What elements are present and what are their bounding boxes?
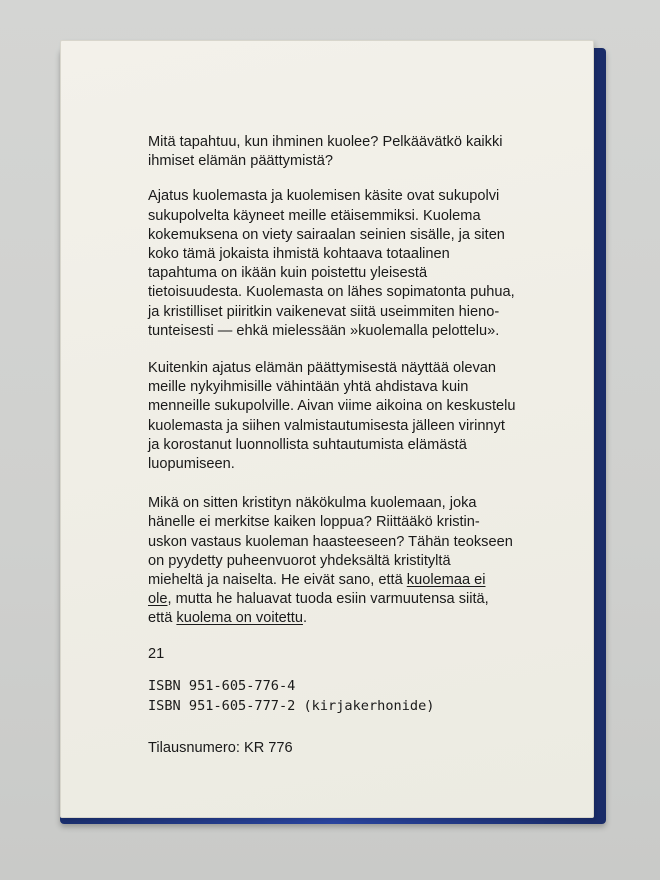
isbn-primary: ISBN 951-605-776-4 <box>148 678 296 694</box>
paragraph-3-line: ja korostanut luonnollista suhtautumista elämästä <box>148 436 467 453</box>
paragraph-4-line: Mikä on sitten kristityn näkökulma kuolemaan, joka <box>148 495 477 512</box>
paragraph-3-line: Kuitenkin ajatus elämän päättymisestä näyttää olevan <box>148 360 497 377</box>
paragraph-4-line: hänelle ei merkitse kaiken loppua? Riittääkö kristin- <box>148 514 480 531</box>
paragraph-4 <box>148 494 568 628</box>
paragraph-4-line: on pyydetty puheenvuorot yhdeksältä kristityltä <box>148 552 451 569</box>
paragraph-2-line: kokemuksena on viety sairaalan seinien sisälle, ja siten <box>148 226 505 243</box>
paragraph-1 <box>148 133 568 171</box>
paragraph-4-line: että <box>148 610 177 627</box>
paragraph-3-line: menneille sukupolville. Aivan viime aikoina on keskustelu <box>148 398 516 415</box>
paragraph-2-line: ja kristilliset piiritkin vaikenevat siitä useimmiten hieno- <box>148 303 500 320</box>
isbn-book-club: ISBN 951-605-777-2 (kirjakerhonide) <box>148 698 435 714</box>
paragraph-2-line: tunteisesti — ehkä mielessään »kuolemalla pelottelu». <box>148 322 500 339</box>
paragraph-3-line: meille nykyihmisille vähintään yhtä ahdistava kuin <box>148 379 469 396</box>
paragraph-1-line: ihmiset elämän päättymistä? <box>148 153 333 170</box>
paragraph-3 <box>148 359 568 474</box>
paragraph-2-line: tapahtuma on ikään kuin poistettu yleisestä <box>148 265 428 282</box>
paragraph-4-line: , mutta he haluavat tuoda esiin varmuutensa siitä, <box>167 591 489 608</box>
underlined-phrase: kuolemaa ei <box>406 572 486 589</box>
paragraph-1-line: Mitä tapahtuu, kun ihminen kuolee? Pelkäävätkö kaikki <box>148 134 503 150</box>
paragraph-2-line: sukupolvelta käyneet meille etäisemmiksi. Kuolema <box>148 207 481 224</box>
paragraph-3-line: kuolemasta ja siihen valmistautumisesta jälleen virinnyt <box>148 417 505 434</box>
paragraph-2 <box>148 187 568 341</box>
underlined-phrase: ole <box>148 591 168 608</box>
paragraph-2-line: koko tämä jokaista ihmistä kohtaava totaalinen <box>148 246 450 263</box>
paragraph-2-line: tietoisuudesta. Kuolemasta on lähes sopimatonta puhua, <box>148 284 515 301</box>
paragraph-4-line: mieheltä ja naiselta. He eivät sano, että <box>148 572 407 589</box>
underlined-phrase: kuolema on voitettu <box>176 610 303 627</box>
paragraph-2-line: Ajatus kuolemasta ja kuolemisen käsite ovat sukupolvi <box>148 188 500 205</box>
series-number: 21 <box>148 646 165 662</box>
isbn-block <box>148 676 468 716</box>
paragraph-4-line: . <box>302 610 308 627</box>
blurb-text <box>148 133 568 629</box>
publication-info <box>148 646 435 756</box>
order-number: Tilausnumero: KR 776 <box>148 739 293 756</box>
paragraph-3-line: luopumiseen. <box>148 456 235 473</box>
paragraph-4-line: uskon vastaus kuoleman haasteeseen? Tähän teokseen <box>148 533 513 550</box>
